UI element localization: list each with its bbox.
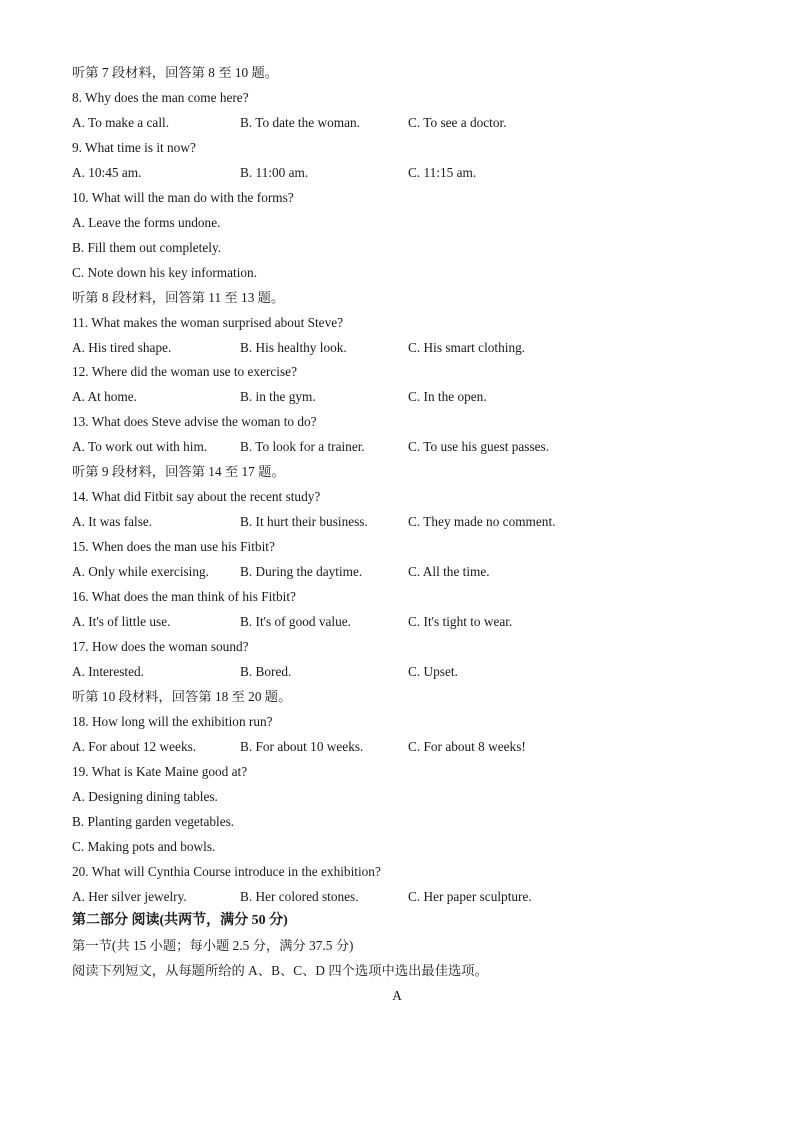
question-15: 15. When does the man use his Fitbit? (72, 539, 275, 554)
question-10: 10. What will the man do with the forms? (72, 190, 294, 205)
option-19b: B. Planting garden vegetables. (72, 814, 235, 829)
option-11c: C. His smart clothing. (408, 340, 526, 355)
option-16b: B. It's of good value. (240, 614, 351, 629)
option-16a: A. It's of little use. (72, 614, 171, 629)
option-14b: B. It hurt their business. (240, 514, 368, 529)
question-12: 12. Where did the woman use to exercise? (72, 364, 297, 379)
section-instruction-7: 听第 7 段材料，回答第 8 至 10 题。 (72, 65, 279, 80)
option-20c: C. Her paper sculpture. (408, 889, 532, 904)
option-12a: A. At home. (72, 389, 138, 404)
option-10c: C. Note down his key information. (72, 265, 258, 280)
option-17c: C. Upset. (408, 664, 458, 679)
option-9c: C. 11:15 am. (408, 165, 477, 180)
question-8: 8. Why does the man come here? (72, 90, 249, 105)
option-11a: A. His tired shape. (72, 340, 172, 355)
option-13a: A. To work out with him. (72, 439, 208, 454)
question-20: 20. What will Cynthia Course introduce in the exhibition? (72, 864, 381, 879)
option-11b: B. His healthy look. (240, 340, 347, 355)
option-12c: C. In the open. (408, 389, 487, 404)
section-instruction-8: 听第 8 段材料，回答第 11 至 13 题。 (72, 290, 285, 305)
question-14: 14. What did Fitbit say about the recent study? (72, 489, 321, 504)
option-14c: C. They made no comment. (408, 514, 556, 529)
section-instruction-9: 听第 9 段材料，回答第 14 至 17 题。 (72, 464, 285, 479)
option-17b: B. Bored. (240, 664, 292, 679)
question-18: 18. How long will the exhibition run? (72, 714, 273, 729)
question-9: 9. What time is it now? (72, 140, 196, 155)
option-18b: B. For about 10 weeks. (240, 739, 364, 754)
option-20b: B. Her colored stones. (240, 889, 359, 904)
option-10a: A. Leave the forms undone. (72, 215, 221, 230)
option-12b: B. in the gym. (240, 389, 316, 404)
option-14a: A. It was false. (72, 514, 153, 529)
option-18c: C. For about 8 weeks! (408, 739, 526, 754)
question-19: 19. What is Kate Maine good at? (72, 764, 248, 779)
option-9b: B. 11:00 am. (240, 165, 309, 180)
option-15c: C. All the time. (408, 564, 490, 579)
option-19a: A. Designing dining tables. (72, 789, 218, 804)
question-17: 17. How does the woman sound? (72, 639, 249, 654)
option-17a: A. Interested. (72, 664, 144, 679)
question-13: 13. What does Steve advise the woman to do? (72, 414, 317, 429)
passage-label: A (392, 988, 402, 1003)
question-16: 16. What does the man think of his Fitbit? (72, 589, 296, 604)
option-8a: A. To make a call. (72, 115, 170, 130)
option-19c: C. Making pots and bowls. (72, 839, 216, 854)
option-10b: B. Fill them out completely. (72, 240, 222, 255)
question-11: 11. What makes the woman surprised about Steve? (72, 315, 344, 330)
section-instruction-10: 听第 10 段材料，回答第 18 至 20 题。 (72, 689, 292, 704)
option-15a: A. Only while exercising. (72, 564, 210, 579)
option-8b: B. To date the woman. (240, 115, 360, 130)
option-18a: A. For about 12 weeks. (72, 739, 197, 754)
option-8c: C. To see a doctor. (408, 115, 507, 130)
option-15b: B. During the daytime. (240, 564, 363, 579)
option-9a: A. 10:45 am. (72, 165, 142, 180)
part-two-heading: 第二部分 阅读(共两节，满分 50 分) (72, 913, 288, 928)
option-13c: C. To use his guest passes. (408, 439, 550, 454)
option-13b: B. To look for a trainer. (240, 439, 365, 454)
section-one-heading: 第一节(共 15 小题；每小题 2.5 分，满分 37.5 分) (72, 938, 354, 953)
option-20a: A. Her silver jewelry. (72, 889, 187, 904)
option-16c: C. It's tight to wear. (408, 614, 513, 629)
reading-instructions: 阅读下列短文，从每题所给的 A、B、C、D 四个选项中选出最佳选项。 (72, 963, 488, 978)
